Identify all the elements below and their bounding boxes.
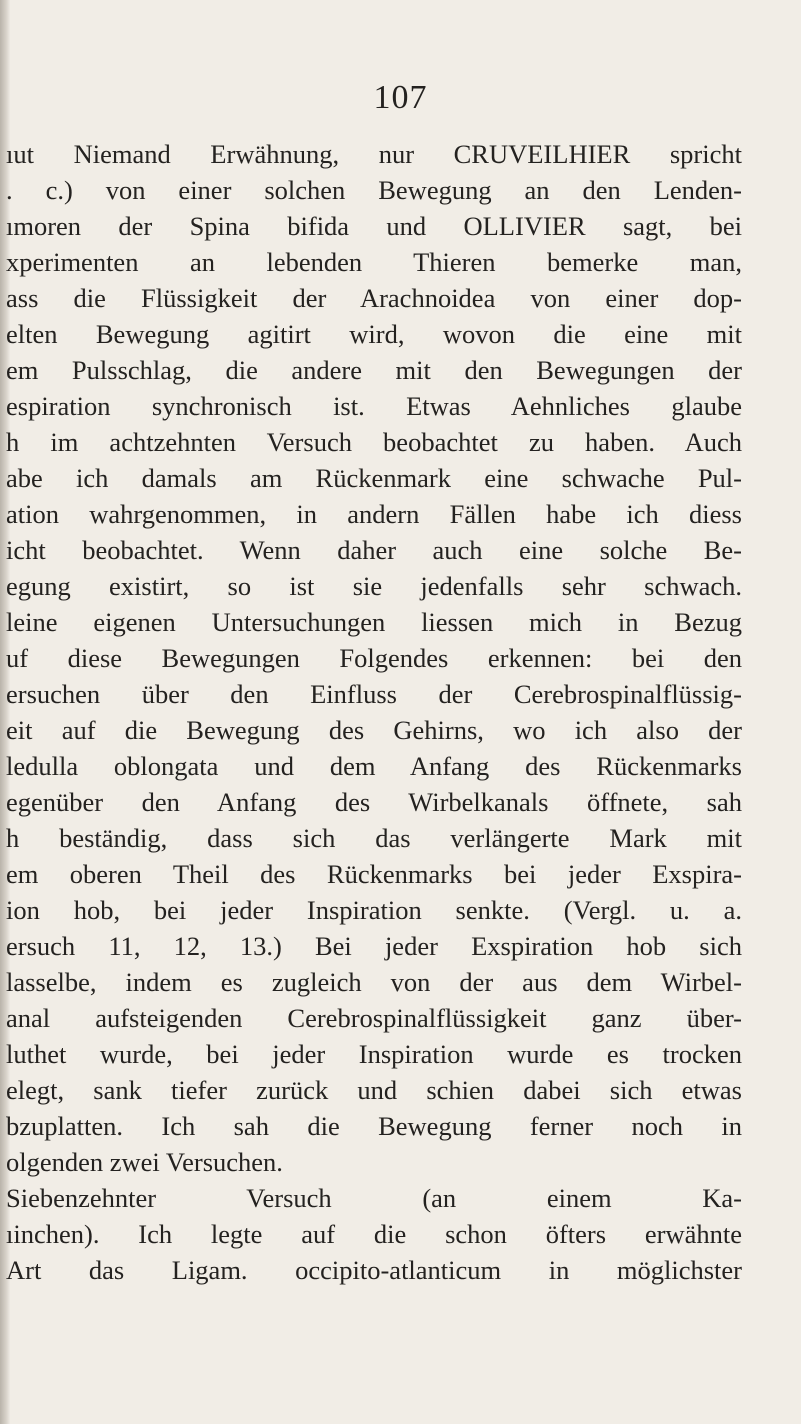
text-line: ation wahrgenommen, in andern Fällen habe ich diess xyxy=(6,499,742,529)
text-line: ıinchen). Ich legte auf die schon öfters erwähnte xyxy=(6,1219,742,1249)
text-line: xperimenten an lebenden Thieren bemerke man, xyxy=(6,247,742,277)
text-line: ass die Flüssigkeit der Arachnoidea von einer dop- xyxy=(6,283,742,313)
text-line: luthet wurde, bei jeder Inspiration wurde es trocken xyxy=(6,1039,742,1069)
text-line: em oberen Theil des Rückenmarks bei jeder Exspira- xyxy=(6,859,742,889)
text-line: h im achtzehnten Versuch beobachtet zu haben. Auch xyxy=(6,427,742,457)
body-text xyxy=(6,136,742,1288)
text-line: ersuch 11, 12, 13.) Bei jeder Exspiration hob sich xyxy=(6,931,742,961)
text-line: h beständig, dass sich das verlängerte Mark mit xyxy=(6,823,742,853)
text-line: icht beobachtet. Wenn daher auch eine solche Be- xyxy=(6,535,742,565)
text-line: eit auf die Bewegung des Gehirns, wo ich also der xyxy=(6,715,742,745)
text-line: leine eigenen Untersuchungen liessen mich in Bezug xyxy=(6,607,742,637)
text-line: espiration synchronisch ist. Etwas Aehnliches glaube xyxy=(6,391,742,421)
text-line: ion hob, bei jeder Inspiration senkte. (Vergl. u. a. xyxy=(6,895,742,925)
text-line: em Pulsschlag, die andere mit den Bewegungen der xyxy=(6,355,742,385)
text-line: . c.) von einer solchen Bewegung an den Lenden- xyxy=(6,175,742,205)
text-line: lasselbe, indem es zugleich von der aus dem Wirbel- xyxy=(6,967,742,997)
text-line: elten Bewegung agitirt wird, wovon die eine mit xyxy=(6,319,742,349)
text-line: olgenden zwei Versuchen. xyxy=(6,1147,283,1177)
text-line: ıut Niemand Erwähnung, nur CRUVEILHIER spricht xyxy=(6,139,742,169)
page-number: 107 xyxy=(373,79,428,116)
text-line: Art das Ligam. occipito-atlanticum in möglichster xyxy=(6,1255,742,1285)
section-heading-line: Siebenzehnter Versuch (an einem Ka- xyxy=(6,1183,742,1213)
text-line: abe ich damals am Rückenmark eine schwache Pul- xyxy=(6,463,742,493)
text-line: bzuplatten. Ich sah die Bewegung ferner noch in xyxy=(6,1111,742,1141)
text-line: egung existirt, so ist sie jedenfalls sehr schwach. xyxy=(6,571,742,601)
text-line: ledulla oblongata und dem Anfang des Rückenmarks xyxy=(6,751,742,781)
text-line: ımoren der Spina bifida und OLLIVIER sagt, bei xyxy=(6,211,742,241)
text-line: elegt, sank tiefer zurück und schien dabei sich etwas xyxy=(6,1075,742,1105)
text-line: egenüber den Anfang des Wirbelkanals öffnete, sah xyxy=(6,787,742,817)
text-line: anal aufsteigenden Cerebrospinalflüssigkeit ganz über- xyxy=(6,1003,742,1033)
text-line: uf diese Bewegungen Folgendes erkennen: bei den xyxy=(6,643,742,673)
text-line: ersuchen über den Einfluss der Cerebrospinalflüssig- xyxy=(6,679,742,709)
